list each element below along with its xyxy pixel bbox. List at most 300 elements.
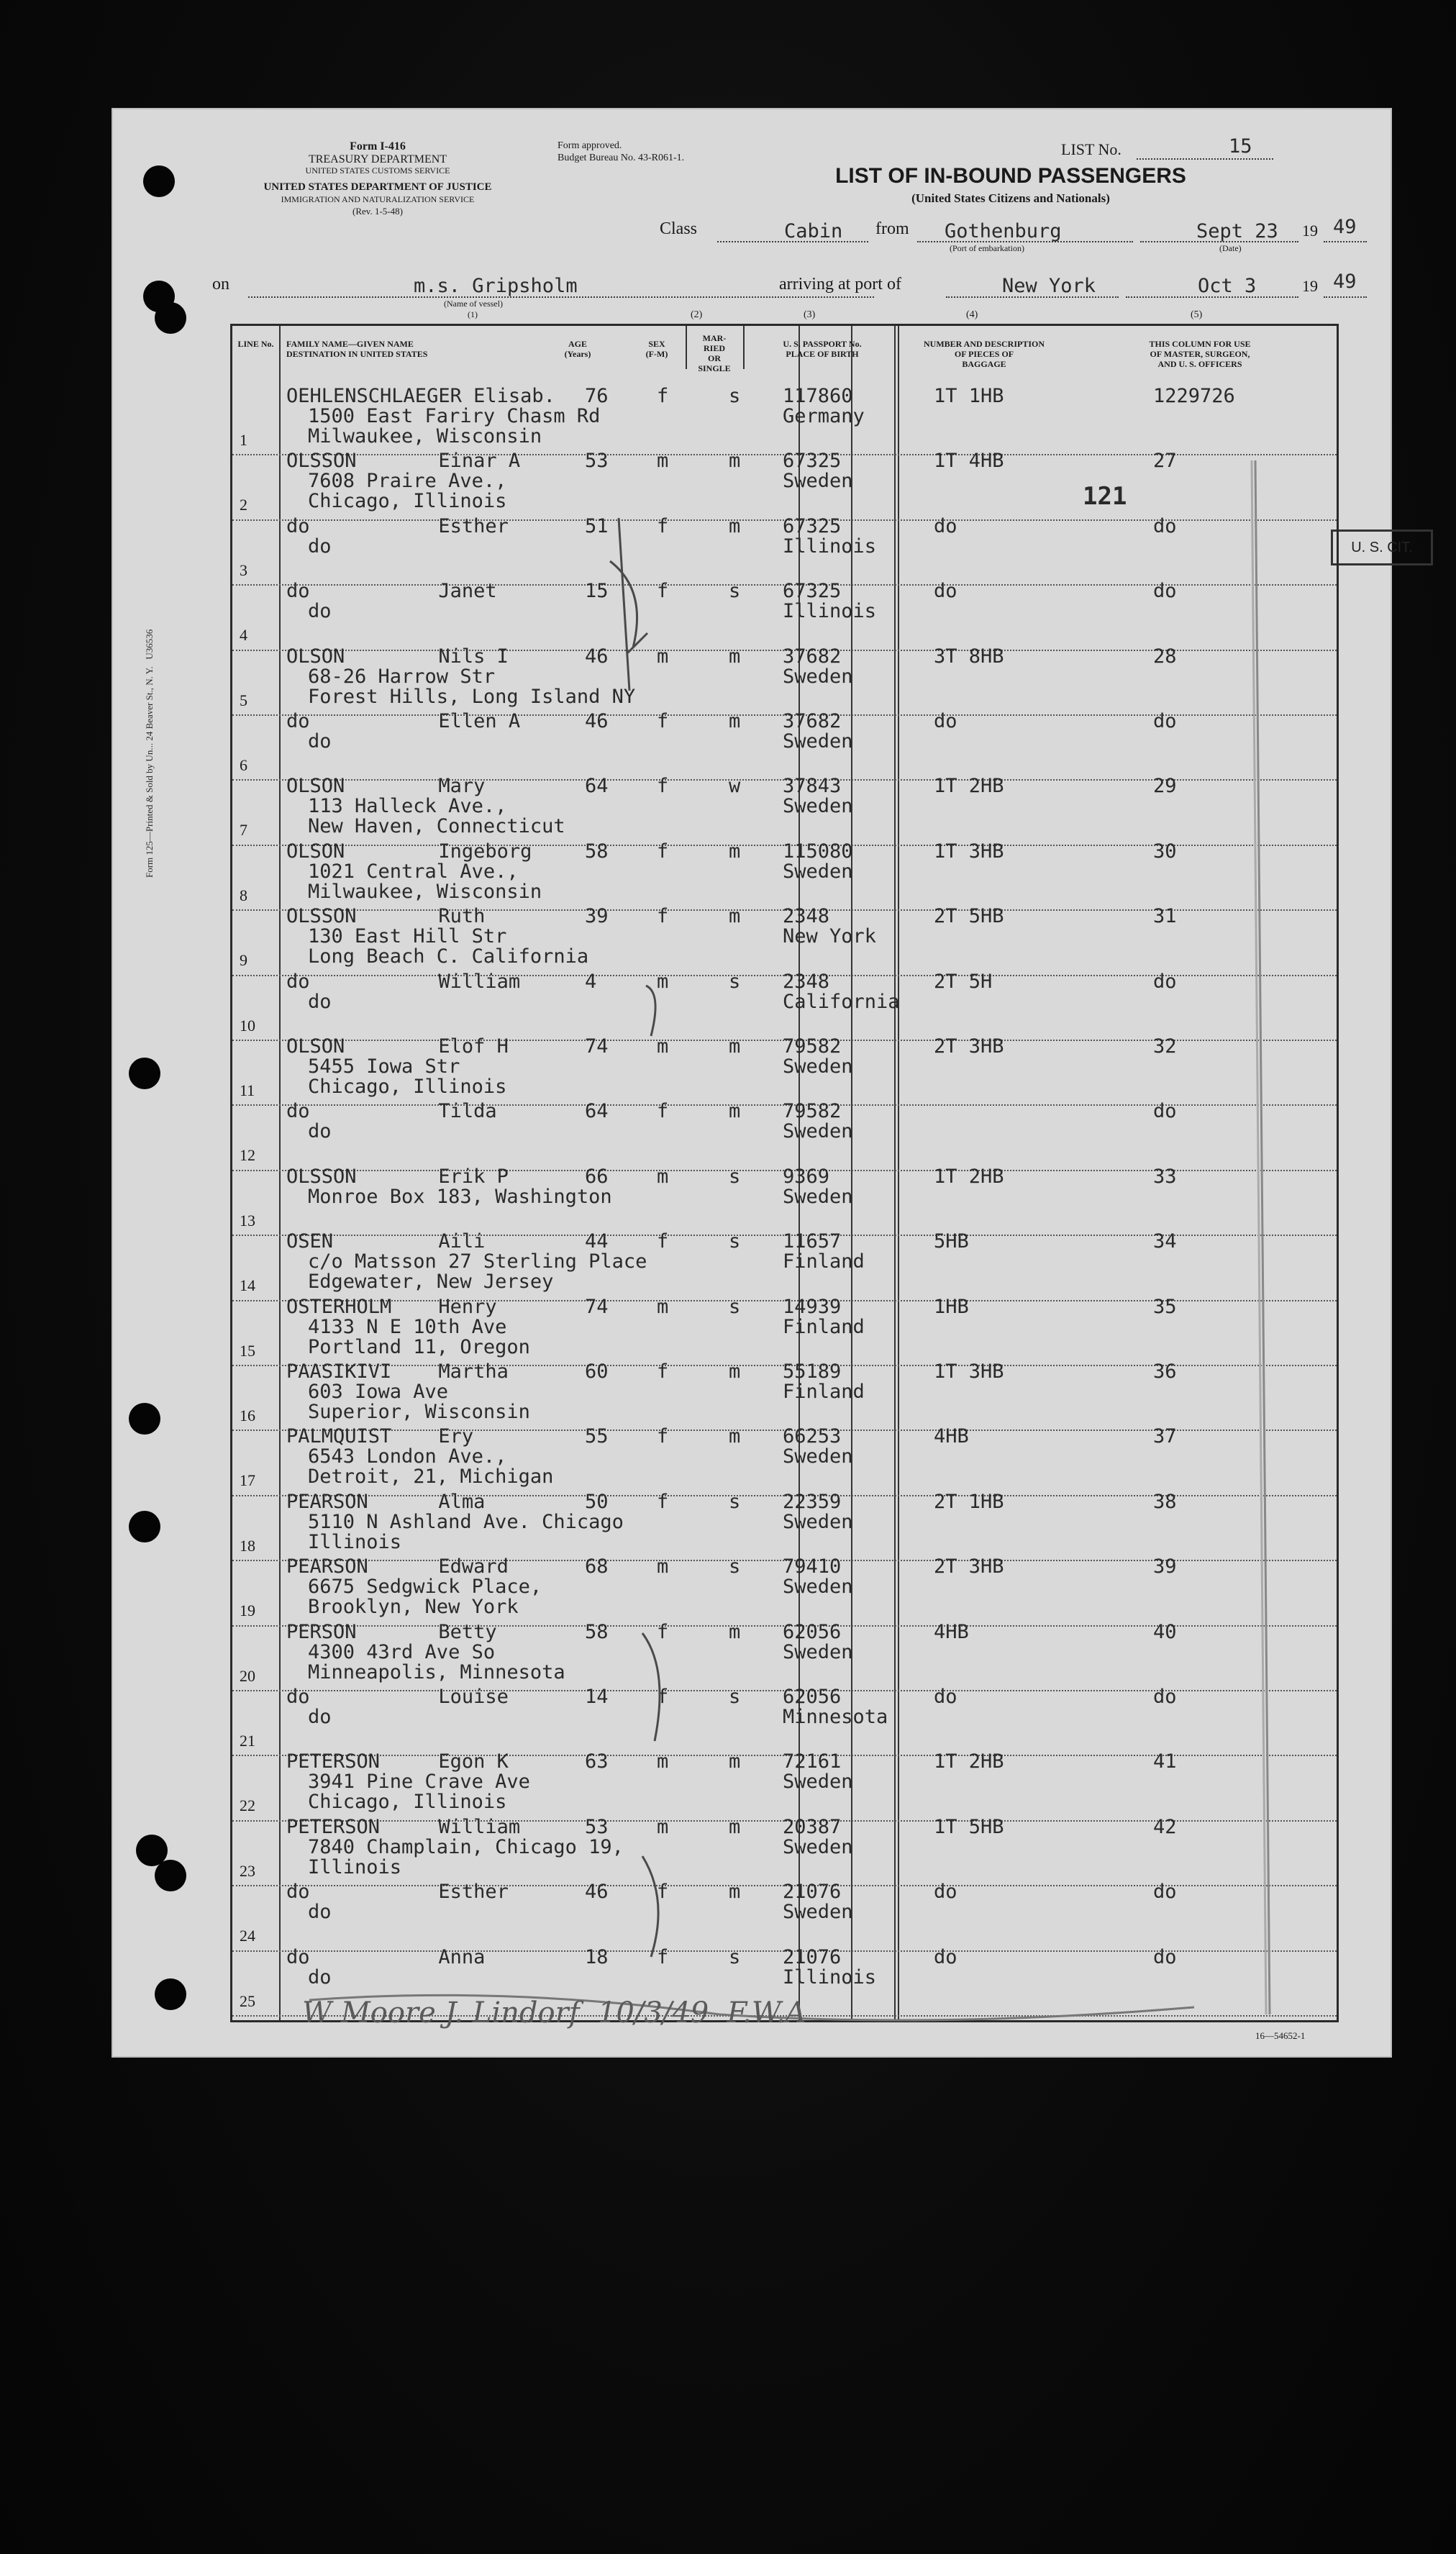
place-of-birth: Germany bbox=[783, 405, 865, 427]
passenger-marital: m bbox=[729, 1360, 741, 1383]
place-of-birth: New York bbox=[783, 925, 877, 948]
address-line-2: Minneapolis, Minnesota bbox=[308, 1660, 565, 1683]
passenger-sex: m bbox=[657, 645, 669, 668]
arrive-port-value: New York bbox=[1002, 275, 1096, 297]
passenger-name: do Ellen A bbox=[286, 710, 521, 732]
ins-service: IMMIGRATION AND NATURALIZATION SERVICE bbox=[281, 194, 475, 204]
passenger-name: OLSON Ingeborg bbox=[286, 840, 532, 863]
address-line-1: do bbox=[308, 990, 332, 1013]
colnum-5: (5) bbox=[1191, 309, 1203, 320]
passenger-name: PETERSON Egon K bbox=[286, 1750, 509, 1773]
passenger-name: do William bbox=[286, 970, 521, 993]
place-of-birth: Sweden bbox=[783, 1445, 853, 1468]
passenger-marital: s bbox=[729, 1555, 741, 1578]
address-line-2: Illinois bbox=[308, 1530, 402, 1553]
address-line-1: 6543 London Ave., bbox=[308, 1445, 507, 1468]
col-header-name-text: FAMILY NAME—GIVEN NAME DESTINATION IN UNITED STATES bbox=[286, 339, 428, 359]
passenger-name: OEHLENSCHLAEGER Elisab. bbox=[286, 385, 555, 407]
from-label: from bbox=[875, 219, 909, 238]
passport-number: 66253 bbox=[783, 1425, 842, 1448]
passenger-age: 66 bbox=[585, 1165, 609, 1188]
baggage-desc: 1T 3HB bbox=[934, 840, 1004, 863]
address-line-2: New Haven, Connecticut bbox=[308, 815, 565, 838]
passport-number: 22359 bbox=[783, 1490, 842, 1513]
list-no-value: 15 bbox=[1229, 135, 1252, 158]
passenger-sex: f bbox=[657, 1881, 669, 1904]
passenger-marital: s bbox=[729, 1230, 741, 1253]
passenger-sex: m bbox=[657, 450, 669, 473]
col-header-age-text: AGE (Years) bbox=[564, 339, 591, 359]
address-line-1: do bbox=[308, 730, 332, 753]
passenger-name: do Tilda bbox=[286, 1100, 497, 1123]
embark-date-caption: (Date) bbox=[1219, 243, 1242, 253]
passport-number: 9369 bbox=[783, 1165, 830, 1188]
passport-number: 2348 bbox=[783, 905, 830, 928]
place-of-birth: Finland bbox=[783, 1250, 865, 1273]
officer-note: do bbox=[1153, 1686, 1177, 1708]
address-line-1: Monroe Box 183, Washington bbox=[308, 1185, 612, 1208]
address-line-1: do bbox=[308, 1706, 332, 1728]
address-line-1: 5455 Iowa Str bbox=[308, 1055, 460, 1078]
passenger-age: 74 bbox=[585, 1295, 609, 1318]
baggage-desc: 2T 1HB bbox=[934, 1490, 1004, 1513]
line-number: 23 bbox=[240, 1861, 255, 1880]
passenger-age: 55 bbox=[585, 1425, 609, 1448]
baggage-desc: 4HB bbox=[934, 1425, 969, 1448]
address-line-1: 603 Iowa Ave bbox=[308, 1381, 449, 1403]
baggage-desc: 2T 5HB bbox=[934, 905, 1004, 928]
pencil-stroke bbox=[642, 1856, 658, 1957]
passenger-name: OSTERHOLM Henry bbox=[286, 1295, 497, 1318]
place-of-birth: Sweden bbox=[783, 795, 853, 818]
passenger-name: PERSON Betty bbox=[286, 1620, 497, 1643]
baggage-desc: 2T 5H bbox=[934, 970, 993, 993]
embark-year-value: 49 bbox=[1333, 216, 1357, 238]
passport-number: 37682 bbox=[783, 710, 842, 732]
passenger-sex: f bbox=[657, 1100, 669, 1123]
pencil-stroke bbox=[646, 986, 655, 1036]
vessel-colnum: (1) bbox=[468, 309, 478, 319]
officer-note: 38 bbox=[1153, 1490, 1177, 1513]
address-line-1: do bbox=[308, 1120, 332, 1143]
officer-note: do bbox=[1153, 1881, 1177, 1904]
arrive-date-value: Oct 3 bbox=[1198, 275, 1257, 297]
passenger-age: 46 bbox=[585, 710, 609, 732]
address-line-2: Forest Hills, Long Island NY bbox=[308, 685, 636, 708]
line-number: 4 bbox=[240, 626, 247, 645]
us-citizen-stamp: U. S. CIT. bbox=[1331, 530, 1433, 565]
address-line-2: Milwaukee, Wisconsin bbox=[308, 425, 542, 447]
passenger-age: 64 bbox=[585, 775, 609, 798]
address-line-2: Milwaukee, Wisconsin bbox=[308, 880, 542, 903]
passenger-sex: m bbox=[657, 1295, 669, 1318]
line-number: 25 bbox=[240, 1991, 255, 2010]
passenger-age: 58 bbox=[585, 840, 609, 863]
line-number: 7 bbox=[240, 821, 247, 840]
passenger-marital: m bbox=[729, 514, 741, 537]
passport-number: 79582 bbox=[783, 1100, 842, 1123]
passenger-age: 46 bbox=[585, 645, 609, 668]
passport-number: 79410 bbox=[783, 1555, 842, 1578]
passenger-marital: s bbox=[729, 1295, 741, 1318]
passport-number: 67325 bbox=[783, 580, 842, 603]
place-of-birth: Illinois bbox=[783, 1966, 877, 1989]
passenger-marital: s bbox=[729, 1945, 741, 1968]
line-number: 1 bbox=[240, 431, 247, 449]
place-of-birth: Sweden bbox=[783, 1055, 853, 1078]
passenger-sex: m bbox=[657, 1750, 669, 1773]
arrive-year-label: 19 bbox=[1302, 277, 1318, 295]
address-line-2: Edgewater, New Jersey bbox=[308, 1271, 554, 1294]
passenger-marital: w bbox=[729, 775, 741, 798]
passenger-age: 58 bbox=[585, 1620, 609, 1643]
passenger-marital: s bbox=[729, 1165, 741, 1188]
officer-note: do bbox=[1153, 970, 1177, 993]
baggage-desc: do bbox=[934, 1686, 957, 1708]
baggage-desc: 1T 2HB bbox=[934, 1165, 1004, 1188]
address-line-1: do bbox=[308, 1966, 332, 1989]
address-line-1: c/o Matsson 27 Sterling Place bbox=[308, 1250, 647, 1273]
officer-note: 27 bbox=[1153, 450, 1177, 473]
passenger-marital: m bbox=[729, 1035, 741, 1058]
passenger-name: OSEN Aili bbox=[286, 1230, 486, 1253]
officer-note: do bbox=[1153, 580, 1177, 603]
passenger-age: 68 bbox=[585, 1555, 609, 1578]
passenger-marital: m bbox=[729, 645, 741, 668]
passenger-age: 51 bbox=[585, 514, 609, 537]
line-number: 10 bbox=[240, 1016, 255, 1035]
line-number: 14 bbox=[240, 1276, 255, 1295]
line-number: 19 bbox=[240, 1601, 255, 1620]
officer-note: do bbox=[1153, 514, 1177, 537]
passenger-sex: f bbox=[657, 1425, 669, 1448]
arriving-label: arriving at port of bbox=[779, 275, 901, 294]
baggage-desc: 5HB bbox=[934, 1230, 969, 1253]
address-line-1: 7608 Praire Ave., bbox=[308, 470, 507, 493]
passport-number: 79582 bbox=[783, 1035, 842, 1058]
page-title: LIST OF IN-BOUND PASSENGERS bbox=[835, 164, 1186, 188]
address-line-1: 5110 N Ashland Ave. Chicago bbox=[308, 1510, 624, 1533]
passenger-sex: f bbox=[657, 1230, 669, 1253]
place-of-birth: Sweden bbox=[783, 1771, 853, 1794]
treasury-dept: TREASURY DEPARTMENT bbox=[308, 153, 447, 165]
budget-bureau: Budget Bureau No. 43-R061-1. bbox=[558, 153, 685, 163]
passport-number: 115080 bbox=[783, 840, 853, 863]
passenger-marital: s bbox=[729, 970, 741, 993]
baggage-desc: 1T 2HB bbox=[934, 1750, 1004, 1773]
passport-number: 11657 bbox=[783, 1230, 842, 1253]
embark-port-caption: (Port of embarkation) bbox=[950, 243, 1024, 253]
page-subtitle: (United States Citizens and Nationals) bbox=[911, 191, 1110, 205]
embark-date-value: Sept 23 bbox=[1196, 220, 1278, 242]
officer-note: 39 bbox=[1153, 1555, 1177, 1578]
passport-number: 62056 bbox=[783, 1686, 842, 1708]
officer-note: 40 bbox=[1153, 1620, 1177, 1643]
baggage-desc: 2T 3HB bbox=[934, 1035, 1004, 1058]
footer-code: 16—54652-1 bbox=[1255, 2030, 1306, 2041]
line-number: 24 bbox=[240, 1927, 255, 1945]
embark-port-value: Gothenburg bbox=[945, 220, 1062, 242]
line-number: 12 bbox=[240, 1146, 255, 1165]
passport-number: 67325 bbox=[783, 514, 842, 537]
line-number: 2 bbox=[240, 496, 247, 514]
passenger-marital: s bbox=[729, 1490, 741, 1513]
address-line-1: 1021 Central Ave., bbox=[308, 860, 519, 883]
place-of-birth: Minnesota bbox=[783, 1706, 888, 1728]
passport-number: 37682 bbox=[783, 645, 842, 668]
address-line-2: Brooklyn, New York bbox=[308, 1596, 519, 1619]
col-header-baggage-text: NUMBER AND DESCRIPTION OF PIECES OF BAGGAGE bbox=[923, 339, 1045, 369]
on-label: on bbox=[212, 275, 229, 294]
address-line-1: 113 Halleck Ave., bbox=[308, 795, 507, 818]
passenger-sex: f bbox=[657, 385, 669, 407]
address-line-1: 68-26 Harrow Str bbox=[308, 665, 496, 688]
baggage-desc: do bbox=[934, 514, 957, 537]
vessel-value: m.s. Gripsholm bbox=[414, 275, 578, 297]
passenger-marital: m bbox=[729, 905, 741, 928]
address-line-2: Chicago, Illinois bbox=[308, 490, 507, 513]
passenger-marital: m bbox=[729, 1881, 741, 1904]
passenger-marital: m bbox=[729, 1100, 741, 1123]
justice-dept: UNITED STATES DEPARTMENT OF JUSTICE bbox=[263, 181, 492, 193]
officer-note: do bbox=[1153, 710, 1177, 732]
passport-number: 117860 bbox=[783, 385, 853, 407]
officer-note: 37 bbox=[1153, 1425, 1177, 1448]
baggage-desc: 1T 4HB bbox=[934, 450, 1004, 473]
passport-number: 55189 bbox=[783, 1360, 842, 1383]
class-label: Class bbox=[660, 219, 698, 238]
line-number: 15 bbox=[240, 1341, 255, 1360]
place-of-birth: Sweden bbox=[783, 860, 853, 883]
passenger-sex: m bbox=[657, 1555, 669, 1578]
form-number: Form I-416 bbox=[350, 140, 406, 153]
pencil-stroke bbox=[1252, 460, 1266, 2014]
passport-number: 21076 bbox=[783, 1945, 842, 1968]
place-of-birth: Illinois bbox=[783, 600, 877, 623]
passport-number: 72161 bbox=[783, 1750, 842, 1773]
passenger-marital: s bbox=[729, 580, 741, 603]
address-line-1: do bbox=[308, 600, 332, 623]
passenger-sex: f bbox=[657, 710, 669, 732]
passenger-name: PEARSON Edward bbox=[286, 1555, 509, 1578]
passenger-sex: f bbox=[657, 580, 669, 603]
passenger-marital: m bbox=[729, 710, 741, 732]
passport-number: 21076 bbox=[783, 1881, 842, 1904]
passenger-name: OLSON Elof H bbox=[286, 1035, 509, 1058]
baggage-desc: do bbox=[934, 710, 957, 732]
passenger-sex: f bbox=[657, 1945, 669, 1968]
pencil-stroke bbox=[1255, 460, 1270, 2014]
line-number: 9 bbox=[240, 951, 247, 970]
passenger-age: 53 bbox=[585, 1815, 609, 1838]
passenger-name: do Louise bbox=[286, 1686, 509, 1708]
embark-year-label: 19 bbox=[1302, 222, 1318, 240]
passenger-name: OLSON Nils I bbox=[286, 645, 509, 668]
officer-note: do bbox=[1153, 1945, 1177, 1968]
passenger-marital: m bbox=[729, 840, 741, 863]
line-number: 21 bbox=[240, 1732, 255, 1750]
pencil-stroke bbox=[642, 1633, 660, 1741]
pencil-stroke bbox=[610, 561, 647, 653]
officer-note: 31 bbox=[1153, 905, 1177, 928]
passenger-name: OLSSON Einar A bbox=[286, 450, 521, 473]
baggage-desc: 1T 3HB bbox=[934, 1360, 1004, 1383]
officer-note: 30 bbox=[1153, 840, 1177, 863]
passenger-age: 4 bbox=[585, 970, 597, 993]
address-line-1: 1500 East Fariry Chasm Rd bbox=[308, 405, 601, 427]
address-line-2: Superior, Wisconsin bbox=[308, 1401, 530, 1423]
passenger-age: 60 bbox=[585, 1360, 609, 1383]
passenger-age: 63 bbox=[585, 1750, 609, 1773]
officer-note: 41 bbox=[1153, 1750, 1177, 1773]
col-header-married-text: MAR- RIED OR SINGLE bbox=[698, 333, 731, 373]
form-revision: (Rev. 1-5-48) bbox=[352, 206, 403, 217]
passport-number: 67325 bbox=[783, 450, 842, 473]
line-number: 3 bbox=[240, 560, 247, 579]
address-line-1: do bbox=[308, 535, 332, 558]
passenger-name: do Janet bbox=[286, 580, 497, 603]
passenger-name: OLSON Mary bbox=[286, 775, 486, 798]
col-header-officers-text: THIS COLUMN FOR USE OF MASTER, SURGEON, AND U. S. OFFICERS bbox=[1149, 339, 1251, 369]
line-number: 8 bbox=[240, 886, 247, 904]
address-line-2: Detroit, 21, Michigan bbox=[308, 1465, 554, 1489]
passenger-age: 74 bbox=[585, 1035, 609, 1058]
passenger-marital: m bbox=[729, 1620, 741, 1643]
baggage-desc: 1T 2HB bbox=[934, 775, 1004, 798]
passenger-name: PAASIKIVI Martha bbox=[286, 1360, 509, 1383]
place-of-birth: Sweden bbox=[783, 1901, 853, 1924]
passport-number: 62056 bbox=[783, 1620, 842, 1643]
address-line-2: Chicago, Illinois bbox=[308, 1791, 507, 1814]
place-of-birth: Finland bbox=[783, 1315, 865, 1338]
officer-note: 1229726 bbox=[1153, 385, 1235, 407]
passenger-sex: f bbox=[657, 840, 669, 863]
baggage-desc: do bbox=[934, 1881, 957, 1904]
stamp-number: 121 bbox=[1083, 482, 1127, 511]
line-number: 22 bbox=[240, 1796, 255, 1815]
place-of-birth: Sweden bbox=[783, 665, 853, 688]
passenger-age: 53 bbox=[585, 450, 609, 473]
colnum-3: (3) bbox=[804, 309, 816, 320]
line-number: 6 bbox=[240, 756, 247, 774]
officer-note: 34 bbox=[1153, 1230, 1177, 1253]
passenger-name: OLSSON Erik P bbox=[286, 1165, 509, 1188]
vessel-caption: (Name of vessel) bbox=[444, 299, 503, 309]
address-line-1: 4133 N E 10th Ave bbox=[308, 1315, 507, 1338]
passenger-name: OLSSON Ruth bbox=[286, 905, 486, 928]
passenger-sex: m bbox=[657, 1035, 669, 1058]
passport-number: 20387 bbox=[783, 1815, 842, 1838]
address-line-2: Chicago, Illinois bbox=[308, 1076, 507, 1098]
baggage-desc: 1T 5HB bbox=[934, 1815, 1004, 1838]
place-of-birth: Sweden bbox=[783, 1510, 853, 1533]
address-line-2: Portland 11, Oregon bbox=[308, 1335, 530, 1358]
officer-note: 32 bbox=[1153, 1035, 1177, 1058]
passenger-age: 50 bbox=[585, 1490, 609, 1513]
passenger-sex: m bbox=[657, 1165, 669, 1188]
address-line-1: 7840 Champlain, Chicago 19, bbox=[308, 1835, 624, 1858]
officer-note: 28 bbox=[1153, 645, 1177, 668]
passenger-age: 46 bbox=[585, 1881, 609, 1904]
address-line-1: 130 East Hill Str bbox=[308, 925, 507, 948]
place-of-birth: Finland bbox=[783, 1381, 865, 1403]
passenger-name: PALMQUIST Ery bbox=[286, 1425, 474, 1448]
printer-imprint: Form 125—Printed & Sold by Un... 24 Beaver St., N. Y. U36536 bbox=[144, 629, 155, 878]
pencil-stroke bbox=[619, 518, 629, 691]
passenger-marital: s bbox=[729, 385, 741, 407]
arrive-year-value: 49 bbox=[1333, 271, 1357, 293]
address-line-1: 6675 Sedgwick Place, bbox=[308, 1576, 542, 1599]
passenger-sex: f bbox=[657, 1490, 669, 1513]
passport-number: 2348 bbox=[783, 970, 830, 993]
passenger-sex: f bbox=[657, 775, 669, 798]
place-of-birth: Sweden bbox=[783, 1640, 853, 1663]
baggage-desc: do bbox=[934, 1945, 957, 1968]
address-line-1: 3941 Pine Crave Ave bbox=[308, 1771, 530, 1794]
colnum-4: (4) bbox=[966, 309, 978, 320]
baggage-desc: 3T 8HB bbox=[934, 645, 1004, 668]
place-of-birth: Sweden bbox=[783, 1835, 853, 1858]
passenger-age: 18 bbox=[585, 1945, 609, 1968]
passenger-name: do Esther bbox=[286, 1881, 509, 1904]
officer-note: do bbox=[1153, 1100, 1177, 1123]
address-line-2: Long Beach C. California bbox=[308, 945, 589, 968]
line-number: 5 bbox=[240, 691, 247, 709]
line-number: 13 bbox=[240, 1211, 255, 1230]
line-number: 20 bbox=[240, 1666, 255, 1685]
class-value: Cabin bbox=[784, 220, 843, 242]
passenger-name: do Anna bbox=[286, 1945, 486, 1968]
form-approved: Form approved. bbox=[558, 140, 622, 151]
officer-note: 33 bbox=[1153, 1165, 1177, 1188]
passenger-name: PETERSON William bbox=[286, 1815, 521, 1838]
list-no-label: LIST No. bbox=[1061, 140, 1121, 158]
passenger-age: 15 bbox=[585, 580, 609, 603]
passenger-sex: f bbox=[657, 1360, 669, 1383]
line-number: 11 bbox=[240, 1081, 255, 1099]
passenger-age: 64 bbox=[585, 1100, 609, 1123]
place-of-birth: Sweden bbox=[783, 1576, 853, 1599]
line-number: 17 bbox=[240, 1471, 255, 1490]
passenger-name: do Esther bbox=[286, 514, 509, 537]
place-of-birth: Sweden bbox=[783, 730, 853, 753]
col-header-line-text: LINE No. bbox=[237, 339, 274, 349]
place-of-birth: Sweden bbox=[783, 1185, 853, 1208]
officer-note: 42 bbox=[1153, 1815, 1177, 1838]
address-line-1: do bbox=[308, 1901, 332, 1924]
baggage-desc: 4HB bbox=[934, 1620, 969, 1643]
passenger-age: 39 bbox=[585, 905, 609, 928]
officer-note: 29 bbox=[1153, 775, 1177, 798]
place-of-birth: Sweden bbox=[783, 1120, 853, 1143]
official-signature: W Moore J. Lindorf 10/3/49 F.W.A bbox=[302, 1996, 806, 2030]
customs-service: UNITED STATES CUSTOMS SERVICE bbox=[305, 165, 450, 176]
officer-note: 35 bbox=[1153, 1295, 1177, 1318]
passport-number: 14939 bbox=[783, 1295, 842, 1318]
baggage-desc: do bbox=[934, 580, 957, 603]
address-line-1: 4300 43rd Ave So bbox=[308, 1640, 496, 1663]
passenger-sex: f bbox=[657, 1620, 669, 1643]
place-of-birth: California bbox=[783, 990, 900, 1013]
passenger-marital: m bbox=[729, 1815, 741, 1838]
passenger-marital: m bbox=[729, 1750, 741, 1773]
passenger-age: 14 bbox=[585, 1686, 609, 1708]
passenger-sex: f bbox=[657, 514, 669, 537]
line-number: 16 bbox=[240, 1406, 255, 1424]
baggage-desc: 1HB bbox=[934, 1295, 969, 1318]
passenger-sex: f bbox=[657, 1686, 669, 1708]
address-line-2: Illinois bbox=[308, 1855, 402, 1878]
